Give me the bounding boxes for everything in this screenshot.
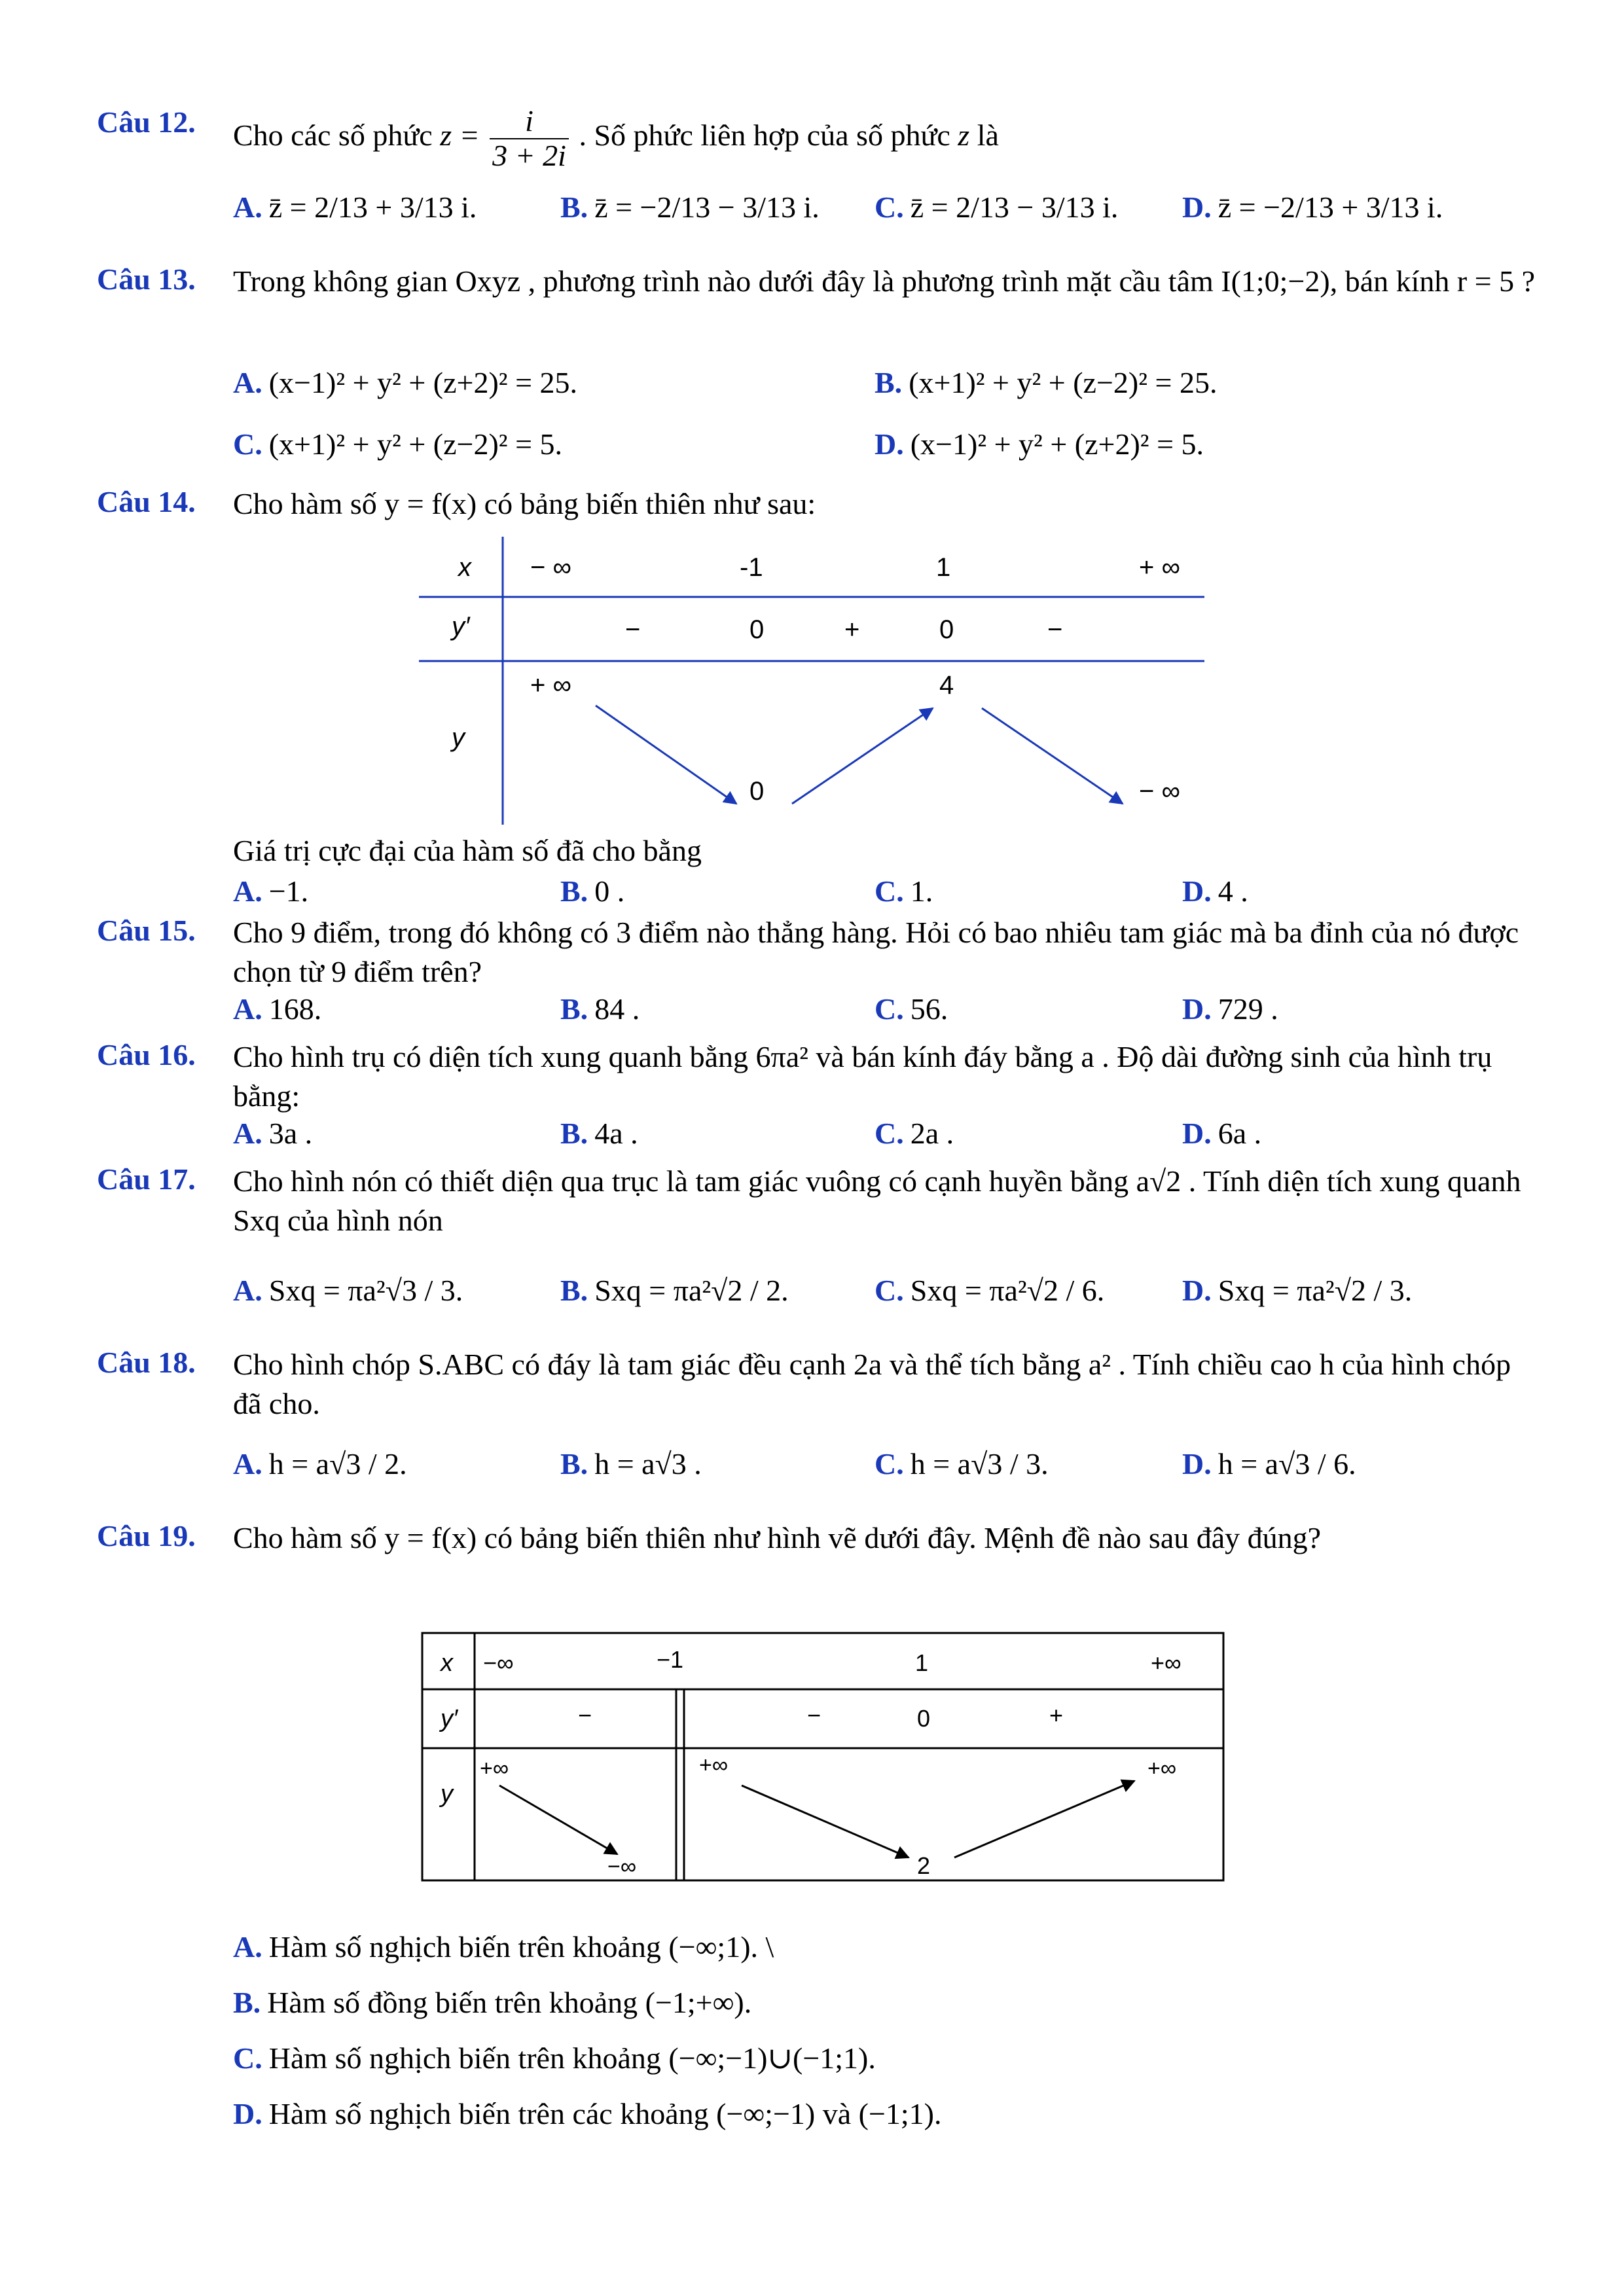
question-text: Cho hàm số y = f(x) có bảng biến thiên như sau: <box>233 487 816 520</box>
arrow-down <box>596 706 736 804</box>
question-text: Cho các số phức z = $\frac{i}{3 + 2i}$ . Số phức liên hợp của số phức z là <box>233 104 999 172</box>
options-13b <box>97 427 1537 473</box>
option-b[interactable]: B. z̄ = −2/13 − 3/13 i. <box>560 190 820 224</box>
sign: − <box>578 1702 592 1729</box>
arrow-down <box>742 1785 909 1857</box>
y-value: −∞ <box>607 1854 637 1879</box>
option-c[interactable]: C. Sxq = πa²√2 / 6. <box>875 1274 1105 1307</box>
x-value: 1 <box>915 1649 929 1676</box>
question-13 <box>97 262 1537 301</box>
y-value: 0 <box>749 777 765 806</box>
y-label: y <box>441 1780 453 1808</box>
question-text: Cho hàm số y = f(x) có bảng biến thiên như hình vẽ dưới đây. Mệnh đề nào sau đây đúng? <box>233 1521 1322 1554</box>
options-17 <box>97 1273 1537 1319</box>
x-value: -1 <box>740 553 763 582</box>
option-19-b: B. Hàm số đồng biến trên khoảng (−1;+∞). <box>233 1986 752 2019</box>
y-value: +∞ <box>1147 1756 1177 1781</box>
option-b[interactable]: B. Sxq = πa²√2 / 2. <box>560 1274 789 1307</box>
option-c[interactable]: C. h = a√3 / 3. <box>875 1447 1049 1480</box>
x-value: +∞ <box>1151 1649 1182 1676</box>
y-value: 4 <box>939 671 954 700</box>
option-a[interactable]: A. h = a√3 / 2. <box>233 1447 407 1480</box>
option-a[interactable]: A. 168. <box>233 992 322 1026</box>
sign: + <box>844 615 860 644</box>
option-c[interactable]: C. 2a . <box>875 1117 954 1150</box>
sign: 0 <box>749 615 765 644</box>
x-value: 1 <box>936 553 951 582</box>
options-16 <box>97 1116 1537 1162</box>
y-value: − ∞ <box>1139 777 1180 806</box>
arrow-down <box>982 708 1123 804</box>
question-16 <box>97 1037 1537 1116</box>
option-d[interactable]: D. 6a . <box>1182 1117 1262 1150</box>
question-text: Giá trị cực đại của hàm số đã cho bằng <box>233 834 702 867</box>
option-19-d: D. Hàm số nghịch biến trên các khoảng (−∞;−1) và (−1;1). <box>233 2097 942 2130</box>
question-text: Cho hình nón có thiết diện qua trục là tam giác vuông có cạnh huyền bằng a√2 . Tính diện tích xung quanh Sxq của hình nón <box>233 1164 1521 1237</box>
option-d[interactable]: D. h = a√3 / 6. <box>1182 1447 1356 1480</box>
options-18 <box>97 1446 1537 1492</box>
question-19 <box>97 1518 1537 1558</box>
question-number: Câu 19. <box>97 1519 196 1552</box>
y-value: 2 <box>917 1852 931 1879</box>
options-13 <box>97 365 1537 411</box>
options-15 <box>97 992 1537 1037</box>
sign: − <box>1047 615 1063 644</box>
variation-table-19 <box>421 1632 1226 1883</box>
question-text: Cho hình trụ có diện tích xung quanh bằng 6πa² và bán kính đáy bằng a . Độ dài đường sinh của hình trụ bằng: <box>233 1040 1492 1113</box>
option-d[interactable]: D. 4 . <box>1182 874 1248 908</box>
option-c[interactable]: C. 1. <box>875 874 933 908</box>
x-value: −∞ <box>483 1649 514 1676</box>
question-number: Câu 13. <box>97 262 196 296</box>
x-value: −1 <box>657 1646 684 1673</box>
arrow-up <box>954 1781 1134 1857</box>
question-number: Câu 16. <box>97 1038 196 1071</box>
x-value: + ∞ <box>1139 553 1180 582</box>
question-15 <box>97 913 1537 992</box>
question-number: Câu 12. <box>97 105 196 139</box>
question-18 <box>97 1345 1537 1424</box>
option-c[interactable]: C. z̄ = 2/13 − 3/13 i. <box>875 190 1119 224</box>
option-b[interactable]: B. 0 . <box>560 874 625 908</box>
sign: − <box>807 1702 821 1729</box>
question-number: Câu 17. <box>97 1162 196 1196</box>
question-12 <box>97 105 1537 172</box>
option-a[interactable]: A. z̄ = 2/13 + 3/13 i. <box>233 190 477 224</box>
option-b[interactable]: B. h = a√3 . <box>560 1447 702 1480</box>
fraction: $\frac{i}{3 + 2i}$ <box>490 105 569 172</box>
sign: 0 <box>939 615 954 644</box>
yprime-label: y′ <box>452 612 470 641</box>
option-c[interactable]: C. (x+1)² + y² + (z−2)² = 5. <box>233 427 563 461</box>
question-number: Câu 18. <box>97 1346 196 1379</box>
option-a[interactable]: A. (x−1)² + y² + (z+2)² = 25. <box>233 366 578 399</box>
variation-table-14 <box>419 537 1211 825</box>
x-label: x <box>458 553 471 582</box>
question-number: Câu 14. <box>97 485 196 518</box>
option-19-c: C. Hàm số nghịch biến trên khoảng (−∞;−1)∪(−1;1). <box>233 2041 876 2075</box>
sign: + <box>1049 1702 1064 1729</box>
y-value: +∞ <box>480 1756 509 1781</box>
question-14-prompt <box>97 831 1537 870</box>
y-value: +∞ <box>699 1753 729 1778</box>
question-text: Cho 9 điểm, trong đó không có 3 điểm nào thẳng hàng. Hỏi có bao nhiêu tam giác mà ba đỉnh của nó được chọn từ 9 điểm trên? <box>233 916 1519 988</box>
option-a[interactable]: A. 3a . <box>233 1117 313 1150</box>
question-17 <box>97 1162 1537 1240</box>
y-label: y <box>452 723 465 752</box>
yprime-label: y′ <box>441 1705 458 1732</box>
option-d[interactable]: D. 729 . <box>1182 992 1278 1026</box>
question-text: Cho hình chóp S.ABC có đáy là tam giác đều cạnh 2a và thể tích bằng a² . Tính chiều cao h của hình chóp đã cho. <box>233 1348 1511 1420</box>
x-value: − ∞ <box>530 553 571 582</box>
option-a[interactable]: A. −1. <box>233 874 309 908</box>
y-value: + ∞ <box>530 671 571 700</box>
options-12 <box>97 190 1537 236</box>
question-number: Câu 15. <box>97 914 196 947</box>
question-14 <box>97 484 1537 524</box>
sign: − <box>625 615 641 644</box>
option-d[interactable]: D. Sxq = πa²√2 / 3. <box>1182 1274 1413 1307</box>
arrow-down <box>499 1785 617 1854</box>
option-19-a: A. Hàm số nghịch biến trên khoảng (−∞;1). \ <box>233 1930 774 1964</box>
option-b[interactable]: B. (x+1)² + y² + (z−2)² = 25. <box>875 366 1218 399</box>
option-d[interactable]: D. (x−1)² + y² + (z+2)² = 5. <box>875 427 1204 461</box>
option-a[interactable]: A. Sxq = πa²√3 / 3. <box>233 1274 463 1307</box>
option-c[interactable]: C. 56. <box>875 992 948 1026</box>
arrow-up <box>792 708 933 804</box>
option-d[interactable]: D. z̄ = −2/13 + 3/13 i. <box>1182 190 1443 224</box>
sign: 0 <box>917 1705 931 1732</box>
question-text: Trong không gian Oxyz , phương trình nào dưới đây là phương trình mặt cầu tâm I(1;0;−2), bán kính r = 5 ? <box>233 264 1536 298</box>
option-b[interactable]: B. 84 . <box>560 992 640 1026</box>
option-b[interactable]: B. 4a . <box>560 1117 638 1150</box>
x-label: x <box>441 1649 453 1677</box>
